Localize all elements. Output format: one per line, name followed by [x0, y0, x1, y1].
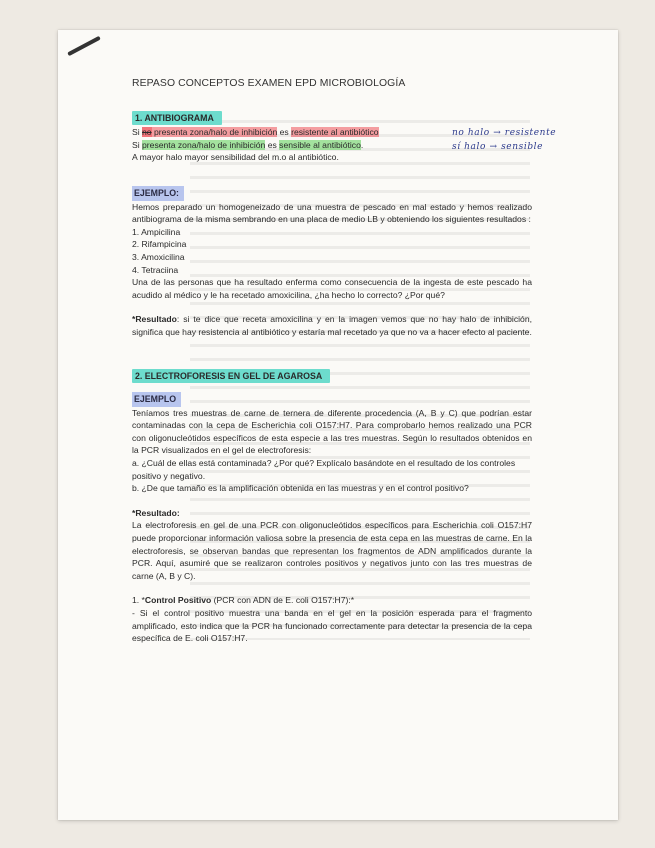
list-item: 1. Ampicilina [132, 226, 181, 237]
section-heading-electroforesis: 2. ELECTROFORESIS EN GEL DE AGAROSA [132, 369, 330, 384]
highlight-no [142, 127, 277, 137]
example-heading-1: EJEMPLO: [132, 186, 184, 201]
highlight-sensible: sensible al antibiótico [279, 139, 361, 150]
antibiotic-list [132, 226, 532, 276]
text-fragment: . [360, 139, 364, 150]
result-label-1: *Resultado [132, 314, 177, 325]
document-title: REPASO CONCEPTOS EXAMEN EPD MICROBIOLOGÍA [132, 78, 406, 89]
highlight-resistant: resistente al antibiótico [291, 127, 379, 138]
rule-line-halo-size: A mayor halo mayor sensibilidad del m.o al antibiótico. [132, 152, 339, 163]
list-item: 3. Amoxicilina [132, 251, 185, 262]
handwritten-note-si-halo: sí halo → sensible [452, 142, 544, 152]
text-fragment: Si [132, 139, 143, 150]
text-fragment: es [277, 127, 292, 138]
list-item: 2. Rifampicina [132, 239, 187, 250]
text-fragment: es [265, 139, 280, 150]
highlight-halo: presenta zona/halo de inhibición [142, 139, 266, 150]
list-item: 4. Tetraciina [132, 264, 179, 275]
question-a: a. ¿Cuál de ellas está contaminada? ¿Por qué? Explícalo basándote en el resultado de los controles positivo y negativo. [132, 458, 516, 481]
result-text-1: : si te dice que receta amoxicilina y en la imagen vemos que no hay halo de inhibición, significa que hay resistencia al antibiótico y estaría mal recetado ya que no va a hacer efecto al paciente. [132, 314, 532, 337]
result-label-2 [132, 507, 532, 520]
result-1 [132, 313, 532, 338]
result-text-2: La electroforesis en gel de una PCR con oligonucleótidos específicos para Escherichia coli O157:H7 puede proporcionar información valiosa sobre la presencia de esta cepa en las muestras de carne. En la electroforesis, se observan bandas que representan los fragmentos de ADN amplificados durante la PCR. Aquí, asumiré que se realizaron controles positivos y negativos junto con las tres muestras de carne (A, B y C). [132, 520, 532, 581]
text-fragment: 1. * [132, 595, 145, 606]
document-body [132, 78, 532, 645]
text-fragment: (PCR con ADN de E. coli O157:H7):* [211, 595, 355, 606]
text-fragment: presenta zona/halo de inhibición [151, 127, 278, 138]
example-text-1: Hemos preparado un homogeneizado de una muestra de pescado en mal estado y hemos realizado antibiograma de la misma sembrando en una placa de medio LB y obteniendo los siguientes resultados : [132, 201, 532, 225]
control-positive-text: - Si el control positivo muestra una banda en el gel en la posición esperada para el fragmento amplificado, esto indica que la PCR ha funcionado correctamente para detectar la presencia de la cepa específica de E. coli O157:H7. [132, 608, 532, 644]
handwritten-note-no-halo: no halo → resistente [452, 128, 557, 138]
example-text-2: Teníamos tres muestras de carne de ternera de diferente procedencia (A, B y C) que podrían estar contaminadas con la cepa de Escherichia coli O157:H7. Para comprobarlo hemos realizado una PCR con oligonucleótidos específicos de esta especie a las tres muestras. Según lo resultados obtenidos en la PCR visualizados en el gel de electroforesis: [132, 407, 532, 456]
example-heading-2: EJEMPLO [132, 392, 181, 407]
question-b: b. ¿De que tamaño es la amplificación obtenida en las muestras y en el control positivo? [132, 483, 469, 494]
result-label-text: *Resultado: [132, 507, 180, 518]
text-fragment: Si [132, 127, 143, 138]
struck-word: no [142, 127, 152, 138]
control-positive-heading [132, 594, 532, 607]
question-1: Una de las personas que ha resultado enferma como consecuencia de la ingesta de este pescado ha acudido al médico y le ha recetado amoxicilina, ¿ha hecho lo correcto? ¿Por qué? [132, 277, 532, 300]
section-heading-antibiograma: 1. ANTIBIOGRAMA [132, 111, 222, 126]
control-label: Control Positivo [144, 595, 212, 606]
